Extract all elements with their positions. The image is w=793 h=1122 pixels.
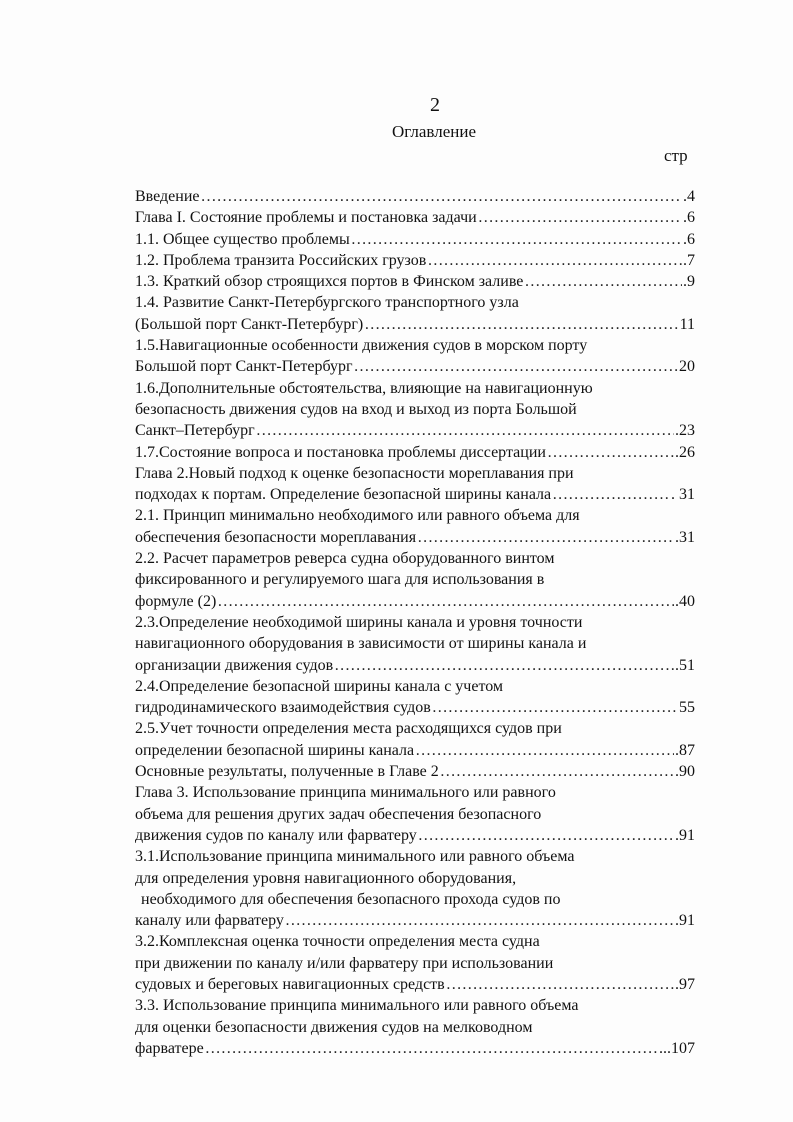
toc-entry-page: .6 xyxy=(683,209,695,227)
toc-entry-text: при движении по каналу и/или фарватеру при использовании xyxy=(135,954,554,972)
toc-entry xyxy=(135,718,695,761)
toc-line xyxy=(135,442,695,463)
toc-line xyxy=(135,505,695,526)
dot-leader xyxy=(354,356,678,377)
toc-line xyxy=(135,463,695,484)
toc-entry xyxy=(135,463,695,506)
toc-entry-text: обеспечения безопасности мореплавания xyxy=(135,528,417,546)
toc-line xyxy=(135,804,695,825)
page-column-label: стр xyxy=(664,146,688,165)
toc-entry xyxy=(135,782,695,846)
toc-line xyxy=(135,186,695,207)
toc-entry-page: 55 xyxy=(679,699,695,717)
toc-line xyxy=(135,314,695,335)
toc-entry-text: подходах к портам. Определение безопасной ширины канала xyxy=(135,486,552,504)
toc-entry-text: 1.4. Развитие Санкт-Петербургского транспортного узла xyxy=(135,294,519,312)
toc-entry xyxy=(135,229,695,250)
toc-entry-text: судовых и береговых навигационных средств xyxy=(135,975,445,993)
dot-leader xyxy=(427,250,682,271)
toc-entry xyxy=(135,442,695,463)
table-of-contents xyxy=(135,186,695,1059)
toc-entry-page: .4 xyxy=(683,188,695,205)
toc-entry-text: Глава 2.Новый подход к оценке безопасности мореплавания при xyxy=(135,464,574,482)
toc-entry xyxy=(135,250,695,271)
toc-line xyxy=(135,271,695,292)
toc-entry-page: .31 xyxy=(675,528,695,546)
toc-line xyxy=(135,740,695,761)
toc-entry-page: .91 xyxy=(675,826,695,844)
toc-entry xyxy=(135,548,695,612)
toc-line xyxy=(135,953,695,974)
toc-entry xyxy=(135,995,695,1059)
toc-line xyxy=(135,974,695,995)
toc-entry-text: Глава 3. Использование принципа минимального или равного xyxy=(135,784,556,802)
toc-entry-text: 3.3. Использование принципа минимального или равного объема xyxy=(135,997,579,1015)
toc-entry xyxy=(135,931,695,995)
toc-entry-page: . 31 xyxy=(671,486,695,504)
toc-entry-page: .51 xyxy=(675,656,695,674)
toc-line xyxy=(135,846,695,867)
toc-line xyxy=(135,1038,695,1059)
toc-line xyxy=(135,995,695,1016)
toc-title: Оглавление xyxy=(392,122,476,141)
toc-line xyxy=(135,910,695,931)
toc-entry-text: гидродинамического взаимодействия судов xyxy=(135,699,431,717)
toc-line xyxy=(135,229,695,250)
toc-entry-text: 3.2.Комплексная оценка точности определения места судна xyxy=(135,933,540,951)
toc-line xyxy=(135,335,695,356)
toc-entry-text: объема для решения других задач обеспечения безопасного xyxy=(135,805,542,823)
toc-line xyxy=(135,1017,695,1038)
toc-entry-text: каналу или фарватеру xyxy=(135,912,284,930)
toc-entry-text: фиксированного и регулируемого шага для использования в xyxy=(135,571,545,589)
toc-entry-page: .91 xyxy=(675,912,695,930)
dot-leader xyxy=(334,655,674,676)
dot-leader xyxy=(205,1038,658,1059)
toc-line xyxy=(135,569,695,590)
toc-entry-page: 11 xyxy=(679,315,695,333)
toc-entry-text: 2.5.Учет точности определения места расходящихся судов при xyxy=(135,720,562,738)
toc-entry-page: .23 xyxy=(675,422,695,440)
toc-entry-text: 2.1. Принцип минимально необходимого или равного объема для xyxy=(135,507,580,525)
toc-entry-text: Большой порт Санкт-Петербург xyxy=(135,358,353,376)
toc-entry-text: для определения уровня навигационного оборудования, xyxy=(135,869,517,887)
dot-leader xyxy=(256,420,674,441)
toc-line xyxy=(135,676,695,697)
toc-entry xyxy=(135,271,695,292)
toc-entry-text: Введение xyxy=(135,188,200,205)
toc-entry-text: навигационного оборудования в зависимости от ширины канала и xyxy=(135,635,587,653)
toc-line xyxy=(135,633,695,654)
toc-line xyxy=(135,761,695,782)
dot-leader xyxy=(285,910,674,931)
toc-line xyxy=(135,420,695,441)
dot-leader xyxy=(418,825,674,846)
toc-entry-page: .6 xyxy=(683,230,695,248)
toc-entry-text: 1.5.Навигационные особенности движения судов в морском порту xyxy=(135,337,588,355)
page-number: 2 xyxy=(430,94,440,116)
toc-line xyxy=(135,399,695,420)
toc-entry-text: для оценки безопасности движения судов на мелководном xyxy=(135,1018,533,1036)
toc-entry xyxy=(135,612,695,676)
toc-entry-text: Глава I. Состояние проблемы и постановка задачи xyxy=(135,209,477,227)
toc-entry-text: 1.6.Дополнительные обстоятельства, влияющие на навигационную xyxy=(135,379,593,397)
toc-line xyxy=(135,697,695,718)
toc-line xyxy=(135,378,695,399)
toc-entry-text: фарватере xyxy=(135,1039,204,1057)
toc-line xyxy=(135,356,695,377)
toc-line xyxy=(135,292,695,313)
toc-entry-text: определении безопасной ширины канала xyxy=(135,741,415,759)
toc-entry-text: формуле (2) xyxy=(135,592,217,610)
toc-line xyxy=(135,868,695,889)
toc-entry-text: (Большой порт Санкт-Петербург) xyxy=(135,315,364,333)
toc-entry xyxy=(135,505,695,548)
toc-entry-page: .97 xyxy=(675,975,695,993)
toc-entry-text: Основные результаты, полученные в Главе 2 xyxy=(135,763,439,781)
toc-entry-text: 1.2. Проблема транзита Российских грузов xyxy=(135,251,427,269)
dot-leader xyxy=(364,314,678,335)
toc-entry-page: .87 xyxy=(675,741,695,759)
dot-leader xyxy=(217,591,674,612)
toc-line xyxy=(135,718,695,739)
dot-leader xyxy=(478,207,682,228)
toc-entry xyxy=(135,676,695,719)
toc-entry-text: организации движения судов xyxy=(135,656,334,674)
toc-line xyxy=(135,250,695,271)
dot-leader xyxy=(415,740,674,761)
toc-line xyxy=(135,612,695,633)
toc-entry-page: ...107 xyxy=(659,1039,695,1057)
toc-entry-page: .90 xyxy=(675,763,695,781)
toc-entry-text: необходимого для обеспечения безопасного прохода судов по xyxy=(141,890,561,908)
toc-entry xyxy=(135,846,695,931)
toc-entry-text: 1.3. Краткий обзор строящихся портов в Финском заливе xyxy=(135,273,524,291)
toc-entry-page: .9 xyxy=(683,273,695,291)
dot-leader xyxy=(417,527,674,548)
toc-entry-text: 2.3.Определение необходимой ширины канала и уровня точности xyxy=(135,613,583,631)
toc-entry-text: 1.1. Общее существо проблемы xyxy=(135,230,350,248)
toc-line xyxy=(135,825,695,846)
toc-line xyxy=(135,207,695,228)
dot-leader xyxy=(446,974,674,995)
dot-leader xyxy=(351,229,682,250)
toc-entry-text: 2.2. Расчет параметров реверса судна оборудованного винтом xyxy=(135,550,555,568)
toc-entry-page: .40 xyxy=(675,592,695,610)
toc-entry xyxy=(135,761,695,782)
toc-entry-text: Санкт–Петербург xyxy=(135,422,255,440)
toc-line xyxy=(135,782,695,803)
toc-entry-page: .26 xyxy=(675,443,695,461)
toc-entry xyxy=(135,207,695,228)
toc-entry-page: .7 xyxy=(683,251,695,269)
toc-line xyxy=(135,591,695,612)
dot-leader xyxy=(552,484,670,505)
dot-leader xyxy=(440,761,674,782)
toc-entry xyxy=(135,292,695,335)
toc-line xyxy=(135,931,695,952)
toc-line xyxy=(135,655,695,676)
toc-line xyxy=(135,548,695,569)
dot-leader xyxy=(201,186,683,207)
toc-entry xyxy=(135,378,695,442)
toc-line xyxy=(135,889,695,910)
toc-entry-page: 20 xyxy=(679,358,695,376)
toc-entry-text: движения судов по каналу или фарватеру xyxy=(135,826,417,844)
toc-entry-text: 1.7.Состояние вопроса и постановка проблемы диссертации xyxy=(135,443,546,461)
toc-entry-text: 2.4.Определение безопасной ширины канала с учетом xyxy=(135,677,504,695)
toc-entry-text: 3.1.Использование принципа минимального или равного объема xyxy=(135,848,575,866)
toc-line xyxy=(135,527,695,548)
dot-leader xyxy=(524,271,682,292)
dot-leader xyxy=(547,442,674,463)
toc-entry xyxy=(135,186,695,207)
toc-entry xyxy=(135,335,695,378)
dot-leader xyxy=(432,697,678,718)
toc-line xyxy=(135,484,695,505)
toc-entry-text: безопасность движения судов на вход и выход из порта Большой xyxy=(135,400,577,418)
